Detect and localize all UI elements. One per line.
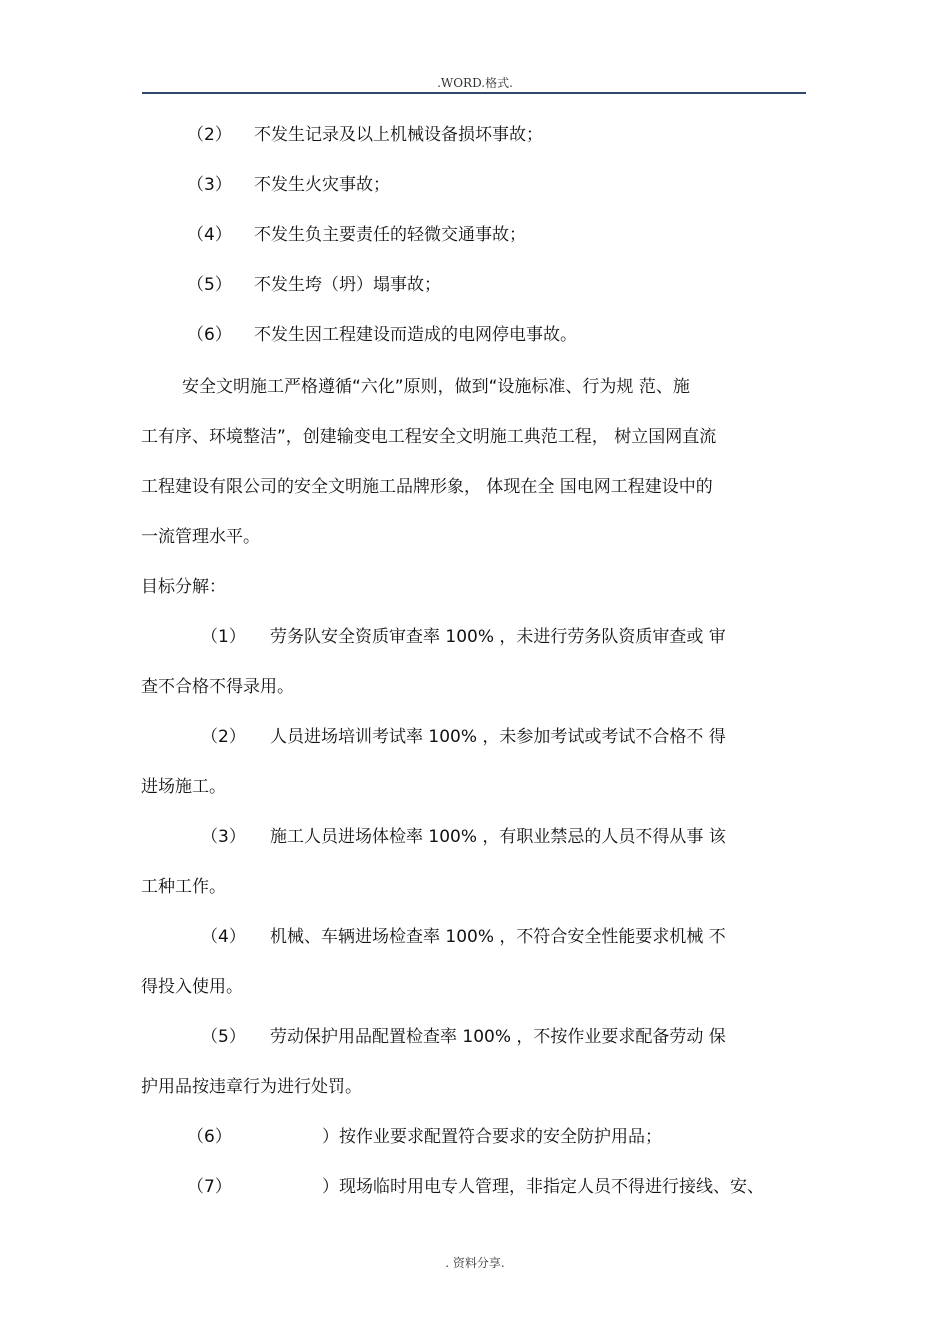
- list-number: （2）: [187, 125, 232, 145]
- list-number: （4）: [187, 225, 232, 245]
- breakdown-number: （1）: [201, 627, 246, 647]
- breakdown-text: 劳动保护用品配置检查率 100% ，不按作业要求配备劳动 保: [270, 1027, 726, 1047]
- list-text: 不发生因工程建设而造成的电网停电事故。: [254, 325, 577, 345]
- list-number: （5）: [187, 275, 232, 295]
- list-number: （6）: [187, 325, 232, 345]
- breakdown-text: 劳务队安全资质审查率 100% ，未进行劳务队资质审查或 审: [270, 627, 726, 647]
- header-rule: [142, 92, 806, 94]
- breakdown-text: ）按作业要求配置符合要求的安全防护用品；: [322, 1127, 662, 1147]
- section-title: 目标分解：: [141, 577, 226, 597]
- breakdown-continuation: 进场施工。: [141, 777, 226, 797]
- paragraph-line: 安全文明施工严格遵循“六化”原则，做到“设施标准、行为规 范、施: [182, 377, 690, 397]
- list-text: 不发生垮（坍）塌事故；: [254, 275, 441, 295]
- paragraph-line: 工有序、环境整洁”，创建输变电工程安全文明施工典范工程， 树立国网直流: [141, 427, 717, 447]
- breakdown-continuation: 查不合格不得录用。: [141, 677, 294, 697]
- list-text: 不发生负主要责任的轻微交通事故；: [254, 225, 526, 245]
- list-text: 不发生火灾事故；: [254, 175, 390, 195]
- breakdown-number: （5）: [201, 1027, 246, 1047]
- breakdown-continuation: 得投入使用。: [141, 977, 243, 997]
- breakdown-number: （6）: [187, 1127, 232, 1147]
- list-number: （3）: [187, 175, 232, 195]
- breakdown-text: 机械、车辆进场检查率 100% ，不符合安全性能要求机械 不: [270, 927, 726, 947]
- breakdown-number: （2）: [201, 727, 246, 747]
- breakdown-continuation: 工种工作。: [141, 877, 226, 897]
- paragraph-line: 工程建设有限公司的安全文明施工品牌形象， 体现在全 国电网工程建设中的: [141, 477, 713, 497]
- breakdown-text: 人员进场培训考试率 100% ，未参加考试或考试不合格不 得: [270, 727, 726, 747]
- breakdown-continuation: 护用品按违章行为进行处罚。: [141, 1077, 362, 1097]
- breakdown-number: （4）: [201, 927, 246, 947]
- paragraph-line: 一流管理水平。: [141, 527, 260, 547]
- breakdown-number: （3）: [201, 827, 246, 847]
- breakdown-text: ）现场临时用电专人管理，非指定人员不得进行接线、安、: [322, 1177, 764, 1197]
- breakdown-number: （7）: [187, 1177, 232, 1197]
- list-text: 不发生记录及以上机械设备损坏事故；: [254, 125, 543, 145]
- page-header: .WORD.格式.: [437, 76, 513, 90]
- page-footer: . 资料分享.: [445, 1256, 505, 1270]
- breakdown-text: 施工人员进场体检率 100% ，有职业禁忌的人员不得从事 该: [270, 827, 726, 847]
